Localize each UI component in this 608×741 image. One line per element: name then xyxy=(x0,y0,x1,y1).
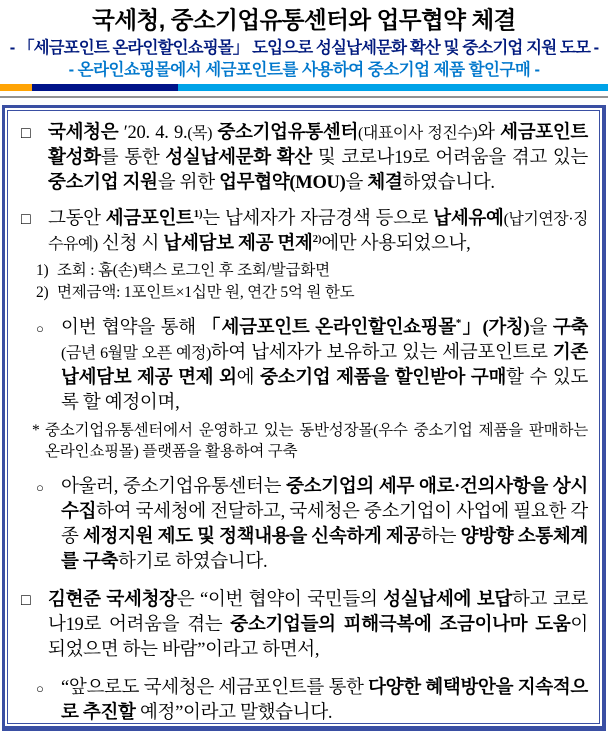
text-segment: 중소기업유통센터 xyxy=(217,123,359,143)
text-segment: 국세청은 xyxy=(48,123,119,143)
text-segment: 하여 국세청에 전달하고, 국세청은 중소기업이 사업에 필요한 각종 xyxy=(61,502,588,547)
text-segment: 중소기업 지원 xyxy=(48,173,158,193)
text-segment: 1) xyxy=(193,207,203,220)
text-segment: 하여 납세자가 보유하고 있는 세금포인트로 xyxy=(210,343,553,363)
text-segment: 기존 납세담보 제공 면제 외 xyxy=(61,343,588,388)
text-segment: 성실납세에 보답 xyxy=(383,590,512,610)
paragraph-marker: 1) xyxy=(36,262,49,279)
text-segment: 납세담보 제공 면제 xyxy=(163,234,313,254)
text-segment: 이 되었으면 하는 바람”이라고 하면서, xyxy=(48,615,588,660)
footnote-star xyxy=(30,420,588,462)
paragraph-marker: □ xyxy=(21,592,31,609)
text-segment: * xyxy=(455,316,462,329)
paragraph-marker: * xyxy=(32,422,40,439)
text-segment: 세금포인트 xyxy=(105,209,194,229)
text-segment: 중소기업들의 피해극복에 조금이나마 도움 xyxy=(230,615,571,635)
text-segment: (목) xyxy=(187,125,212,142)
text-segment: 을 xyxy=(529,318,553,338)
paragraph-future-plan xyxy=(34,676,588,724)
text-segment: 할 수 있도록 할 예정이며, xyxy=(61,368,589,413)
paragraph-marker: □ xyxy=(21,211,31,228)
text-segment: 하기로 하였습니다. xyxy=(118,552,268,572)
paragraph-marker: ○ xyxy=(36,321,44,336)
text-segment: 하고 코로나19로 어려움을 겪는 xyxy=(48,590,588,635)
text-segment: 체결 xyxy=(367,173,403,193)
header-color-bar xyxy=(0,84,608,91)
page-title: 국세청, 중소기업유통센터와 업무협약 체결 xyxy=(92,7,516,33)
color-bar-navy-segment xyxy=(32,84,178,91)
document-body xyxy=(7,110,600,724)
text-segment: 을 위한 xyxy=(157,173,220,193)
text-segment: (납기연장·징수유예) xyxy=(48,211,588,253)
paragraph-shopping-mall xyxy=(34,316,588,416)
text-segment: 이번 협약을 통해 xyxy=(61,318,202,338)
paragraph-commissioner-quote xyxy=(20,588,588,663)
text-segment: 중소기업 제품을 할인받아 구매 xyxy=(260,368,507,388)
text-segment: 양방향 소통체계를 구축 xyxy=(61,527,589,572)
color-bar-orange-segment xyxy=(0,84,32,91)
text-segment: 아울러, 중소기업유통센터는 xyxy=(61,477,287,497)
text-segment: 를 통한 xyxy=(100,148,166,168)
text-segment: 은 “이번 협약이 국민들의 xyxy=(176,590,384,610)
document-header xyxy=(0,0,608,80)
paragraph-marker: ○ xyxy=(36,480,44,495)
paragraph-marker: 2) xyxy=(36,284,49,301)
color-bar-skyblue-segment xyxy=(178,84,608,91)
text-segment: (대표이사 정진수) xyxy=(358,125,478,142)
text-segment: 조회 : 홈(손)택스 로그인 후 조회/발급화면 xyxy=(57,262,330,279)
paragraph-marker: ○ xyxy=(36,681,44,696)
text-segment: 하는 xyxy=(421,527,461,547)
text-segment: 납세유예 xyxy=(433,209,504,229)
text-segment: 세정지원 제도 및 정책내용을 신속하게 제공 xyxy=(82,527,422,547)
text-segment: 예정”이라고 말했습니다. xyxy=(135,703,333,723)
text-segment: 는 납세자가 자금경색 등으로 xyxy=(202,209,434,229)
text-segment: 성실납세문화 확산 xyxy=(165,148,312,168)
text-segment: “앞으로도 국세청은 세금포인트를 통한 xyxy=(61,678,369,698)
text-segment: 그동안 xyxy=(48,209,106,229)
text-segment: 에만 사용되었으나, xyxy=(321,234,471,254)
footnote-1 xyxy=(36,260,588,281)
text-segment: 세금포인트 활성화 xyxy=(48,123,588,168)
text-segment: 다양한 혜택방안을 지속적으로 추진할 xyxy=(61,678,588,723)
text-segment: 2) xyxy=(312,232,322,245)
paragraph-communication-system xyxy=(34,475,588,575)
text-segment: 업무협약(MOU) xyxy=(219,173,346,193)
content-box-outer-border xyxy=(2,105,606,731)
paragraph-mou-signing xyxy=(20,121,588,196)
subtitle-line-2: - 온라인쇼핑몰에서 세금포인트를 사용하여 중소기업 제품 할인구매 - xyxy=(68,61,540,79)
text-segment: 」(가칭) xyxy=(461,318,530,338)
text-segment: 구축 xyxy=(552,318,588,338)
text-segment: 와 xyxy=(477,123,501,143)
text-segment: 「세금포인트 온라인할인쇼핑몰 xyxy=(201,318,456,338)
text-segment: 중소기업의 세무 애로·건의사항을 상시 수집 xyxy=(61,477,588,522)
text-segment: 김현준 국세청장 xyxy=(48,590,177,610)
text-segment: 면제금액: 1포인트×1십만 원, 연간 5억 원 한도 xyxy=(57,284,355,301)
header-divider-rule xyxy=(0,96,608,98)
text-segment: 신청 시 xyxy=(97,234,164,254)
subtitle-line-1: - 「세금포인트 온라인할인쇼핑몰」 도입으로 성실납세문화 확산 및 중소기업 지원 도모 - xyxy=(9,39,599,57)
text-segment: ′20. 4. 9. xyxy=(118,123,188,143)
text-segment: 하였습니다. xyxy=(402,173,495,193)
paragraph-marker: □ xyxy=(21,125,31,142)
paragraph-taxpoint-usage xyxy=(20,207,588,257)
footnote-2 xyxy=(36,282,588,303)
text-segment: 을 xyxy=(345,173,368,193)
text-segment: (금년 6월말 오픈 예정) xyxy=(61,345,211,362)
text-segment: 에 xyxy=(236,368,261,388)
text-segment: 및 코로나19로 어려움을 겪고 있는 xyxy=(311,148,588,168)
text-segment: 중소기업유통센터에서 운영하고 있는 동반성장몰(우수 중소기업 제품을 판매하는 온라인쇼핑몰) 플랫폼을 활용하여 구축 xyxy=(45,422,588,460)
